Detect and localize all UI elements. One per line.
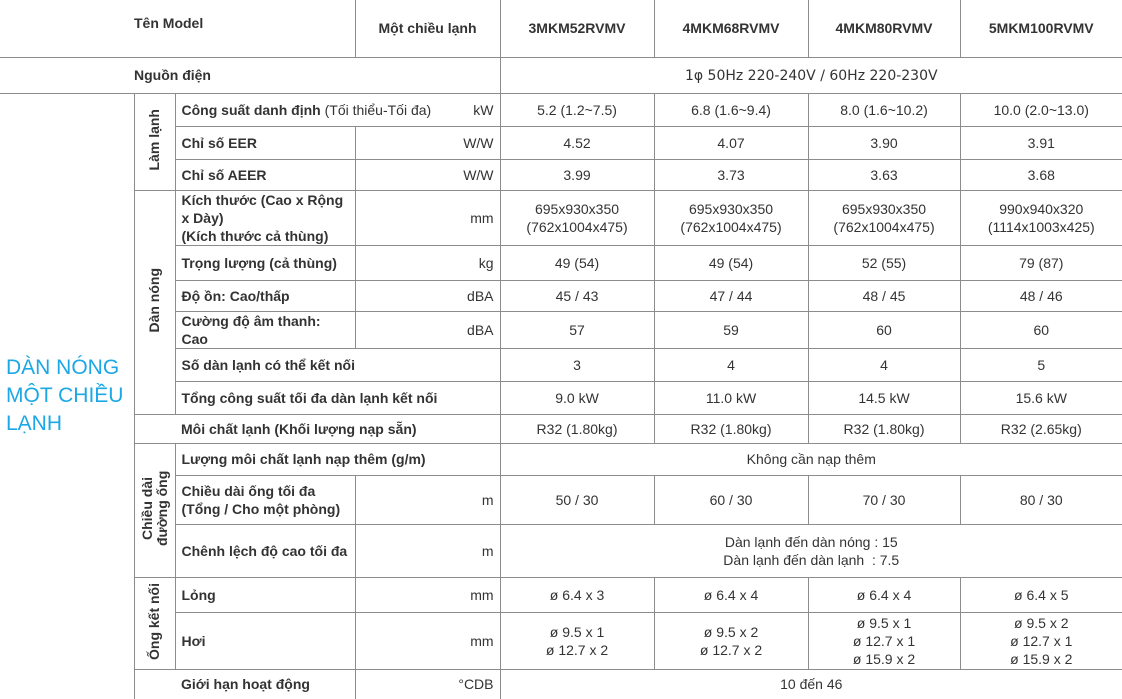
indoor-count-value-3: 4 [808, 348, 960, 381]
max-pipe-label-line-1: Chiều dài ống tối đa [181, 482, 316, 499]
additional-charge-label: Lượng môi chất lạnh nạp thêm (g/m) [175, 443, 500, 475]
noise-value-1: 45 / 43 [500, 280, 654, 311]
gas-value-4: ø 9.5 x 2 ø 12.7 x 1 ø 15.9 x 2 [960, 612, 1122, 669]
noise-value-2: 47 / 44 [654, 280, 808, 311]
side-title [0, 93, 134, 699]
liquid-label: Lỏng [175, 577, 355, 612]
total-capacity-value-1: 9.0 kW [500, 381, 654, 414]
indoor-count-value-2: 4 [654, 348, 808, 381]
aeer-value-3: 3.63 [808, 159, 960, 190]
dimensions-label-line-1: Kích thước (Cao x Rộng x Dày) [181, 191, 344, 226]
dimensions-label [175, 190, 355, 245]
max-pipe-unit: m [355, 475, 500, 524]
weight-label: Trọng lượng (cả thùng) [175, 245, 355, 280]
capacity-value-4: 10.0 (2.0~13.0) [960, 93, 1122, 126]
group-connecting-pipe: Ống kết nối [134, 577, 175, 669]
dimensions-value-2: 695x930x350 (762x1004x475) [654, 190, 808, 245]
height-diff-line-1: Dàn lạnh đến dàn nóng : 15 [724, 533, 898, 550]
eer-value-2: 4.07 [654, 126, 808, 159]
liquid-unit: mm [355, 577, 500, 612]
liquid-value-1: ø 6.4 x 3 [500, 577, 654, 612]
eer-unit: W/W [355, 126, 500, 159]
gas-value-3: ø 9.5 x 1 ø 12.7 x 1 ø 15.9 x 2 [808, 612, 960, 669]
weight-value-2: 49 (54) [654, 245, 808, 280]
liquid-value-3: ø 6.4 x 4 [808, 577, 960, 612]
capacity-label: Công suất danh định [181, 101, 321, 118]
eer-value-3: 3.90 [808, 126, 960, 159]
noise-unit: dBA [355, 280, 500, 311]
additional-charge-value: Không cần nạp thêm [500, 443, 1122, 475]
capacity-unit: kW [473, 101, 494, 118]
capacity-value-3: 8.0 (1.6~10.2) [808, 93, 960, 126]
weight-unit: kg [355, 245, 500, 280]
group-outdoor: Dàn nóng [134, 190, 175, 414]
liquid-value-4: ø 6.4 x 5 [960, 577, 1122, 612]
aeer-value-2: 3.73 [654, 159, 808, 190]
group-pipe-length: Chiều dài đường ống [134, 443, 175, 577]
height-diff-value [500, 524, 1122, 577]
eer-label: Chỉ số EER [175, 126, 355, 159]
aeer-unit: W/W [355, 159, 500, 190]
model-name-header: Tên Model [0, 0, 355, 57]
gas-unit: mm [355, 612, 500, 669]
refrigerant-spacer [134, 414, 175, 443]
dimensions-unit: mm [355, 190, 500, 245]
model-header-2: 4MKM68RVMV [654, 0, 808, 57]
total-capacity-value-2: 11.0 kW [654, 381, 808, 414]
gas-value-2: ø 9.5 x 2 ø 12.7 x 2 [654, 612, 808, 669]
max-pipe-value-2: 60 / 30 [654, 475, 808, 524]
noise-value-4: 48 / 46 [960, 280, 1122, 311]
height-diff-unit: m [355, 524, 500, 577]
max-pipe-value-1: 50 / 30 [500, 475, 654, 524]
refrigerant-value-3: R32 (1.80kg) [808, 414, 960, 443]
sound-power-label: Cường độ âm thanh: Cao [175, 311, 355, 348]
height-diff-label: Chênh lệch độ cao tối đa [175, 524, 355, 577]
model-header-3: 4MKM80RVMV [808, 0, 960, 57]
side-title-line-1: DÀN NÓNG [6, 356, 120, 380]
weight-value-4: 79 (87) [960, 245, 1122, 280]
max-pipe-value-4: 80 / 30 [960, 475, 1122, 524]
aeer-value-1: 3.99 [500, 159, 654, 190]
power-value: 1φ 50Hz 220-240V / 60Hz 220-230V [500, 57, 1122, 93]
refrigerant-label: Môi chất lạnh (Khối lượng nạp sẵn) [175, 414, 500, 443]
eer-value-4: 3.91 [960, 126, 1122, 159]
total-capacity-label: Tổng công suất tối đa dàn lạnh kết nối [175, 381, 500, 414]
total-capacity-value-3: 14.5 kW [808, 381, 960, 414]
model-header-4: 5MKM100RVMV [960, 0, 1122, 57]
max-pipe-value-3: 70 / 30 [808, 475, 960, 524]
indoor-count-label: Số dàn lạnh có thể kết nối [175, 348, 500, 381]
model-header-1: 3MKM52RVMV [500, 0, 654, 57]
capacity-value-2: 6.8 (1.6~9.4) [654, 93, 808, 126]
sound-power-unit: dBA [355, 311, 500, 348]
gas-value-1: ø 9.5 x 1 ø 12.7 x 2 [500, 612, 654, 669]
operating-range-value: 10 đến 46 [500, 669, 1122, 699]
capacity-label-cell [175, 93, 500, 126]
dimensions-label-line-2: (Kích thước cả thùng) [181, 227, 329, 244]
total-capacity-value-4: 15.6 kW [960, 381, 1122, 414]
indoor-count-value-4: 5 [960, 348, 1122, 381]
sound-power-value-2: 59 [654, 311, 808, 348]
operating-range-label: Giới hạn hoạt động [175, 669, 355, 699]
weight-value-3: 52 (55) [808, 245, 960, 280]
refrigerant-value-4: R32 (2.65kg) [960, 414, 1122, 443]
operating-range-spacer [134, 669, 175, 699]
type-header: Một chiều lạnh [355, 0, 500, 57]
dimensions-value-1: 695x930x350 (762x1004x475) [500, 190, 654, 245]
max-pipe-label-line-2: (Tổng / Cho một phòng) [181, 500, 341, 517]
sound-power-value-3: 60 [808, 311, 960, 348]
indoor-count-value-1: 3 [500, 348, 654, 381]
refrigerant-value-2: R32 (1.80kg) [654, 414, 808, 443]
max-pipe-label [175, 475, 355, 524]
sound-power-value-1: 57 [500, 311, 654, 348]
height-diff-line-2: Dàn lạnh đến dàn lạnh : 7.5 [723, 551, 900, 568]
operating-range-unit: °CDB [355, 669, 500, 699]
noise-label: Độ ồn: Cao/thấp [175, 280, 355, 311]
refrigerant-value-1: R32 (1.80kg) [500, 414, 654, 443]
group-cooling: Làm lạnh [134, 93, 175, 190]
weight-value-1: 49 (54) [500, 245, 654, 280]
eer-value-1: 4.52 [500, 126, 654, 159]
gas-label: Hơi [175, 612, 355, 669]
dimensions-value-4: 990x940x320 (1114x1003x425) [960, 190, 1122, 245]
aeer-value-4: 3.68 [960, 159, 1122, 190]
sound-power-value-4: 60 [960, 311, 1122, 348]
side-title-line-3: LẠNH [6, 412, 63, 436]
liquid-value-2: ø 6.4 x 4 [654, 577, 808, 612]
capacity-value-1: 5.2 (1.2~7.5) [500, 93, 654, 126]
capacity-note: (Tối thiểu-Tối đa) [324, 101, 432, 118]
power-label: Nguồn điện [0, 57, 500, 93]
dimensions-value-3: 695x930x350 (762x1004x475) [808, 190, 960, 245]
noise-value-3: 48 / 45 [808, 280, 960, 311]
side-title-line-2: MỘT CHIỀU [6, 384, 124, 408]
aeer-label: Chỉ số AEER [175, 159, 355, 190]
